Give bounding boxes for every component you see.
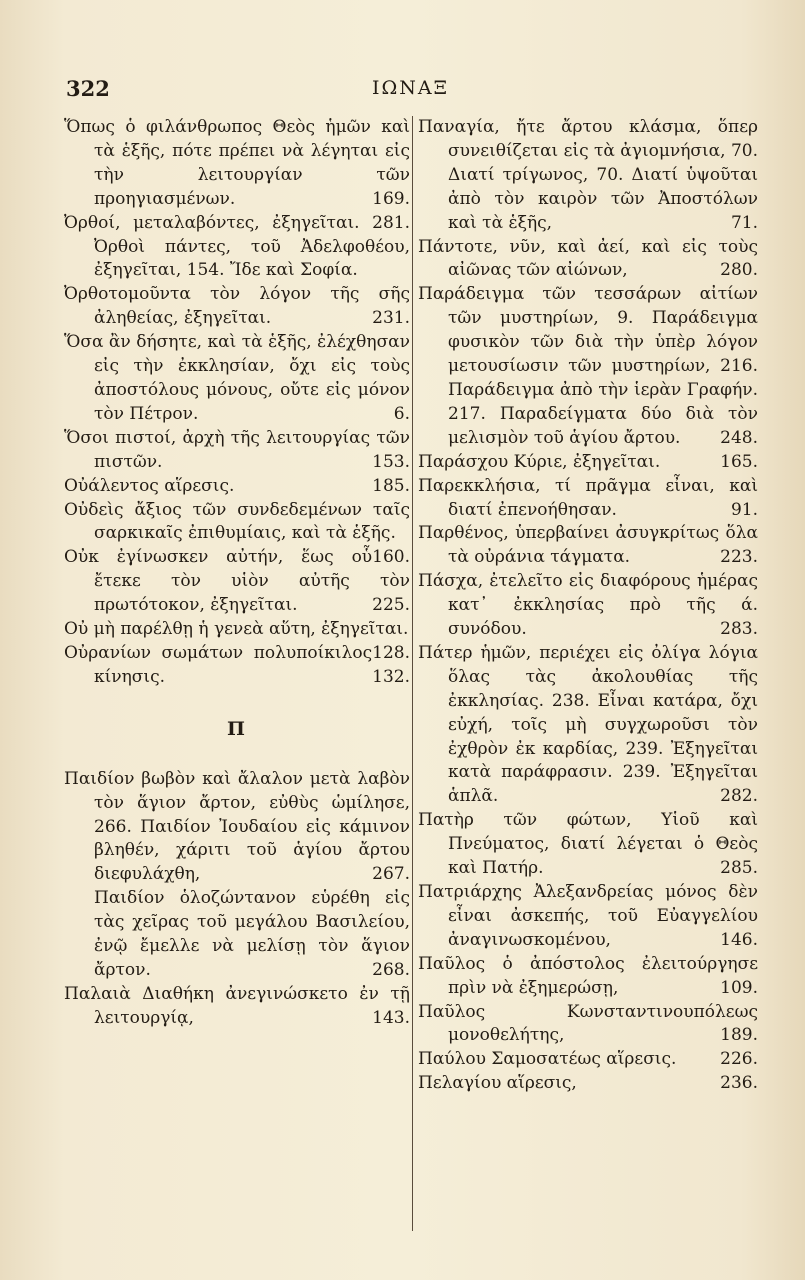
- right-entries-list: [418, 116, 758, 1096]
- entry-text: Παρεκκλήσια, τί πρᾶγμα εἶναι, καὶ διατί ἐπενοήθησαν.: [418, 475, 758, 520]
- entry-text: Ὀρθοτομοῦντα τὸν λόγον τῆς σῆς ἀληθείας, ἐξηγεῖται.: [64, 284, 410, 329]
- entry-text: Ὅσοι πιστοί, ἀρχὴ τῆς λειτουργίας τῶν πιστῶν.: [64, 427, 410, 472]
- index-entry: [418, 283, 758, 450]
- entry-page: 160.: [372, 547, 410, 568]
- entry-page: 282.: [720, 786, 758, 807]
- entry-page: 169.: [372, 188, 410, 209]
- entry-page: 132.: [372, 666, 410, 687]
- index-entry: [418, 475, 758, 523]
- entry-page: 280.: [720, 260, 758, 281]
- index-entry: [418, 1001, 758, 1049]
- entry-page: 146.: [720, 929, 758, 950]
- entry-text: Παναγία, ἤτε ἄρτου κλάσμα, ὅπερ συνειθίζεται εἰς τὰ ἀγιομνήσια, 70. Διατί τρίγωνος, 70. Διατί ὑψοῦται ἀπὸ τὸν καιρὸν τῶν Ἀποστόλων καὶ τὰ ἑξῆς,: [418, 117, 759, 233]
- entry-page: 143.: [372, 1007, 410, 1028]
- entry-text: Οὐκ ἐγίνωσκεν αὐτήν, ἕως οὗ ἔτεκε τὸν υἱὸν αὐτῆς τὸν πρωτότοκον, ἐξηγεῖται.: [64, 547, 410, 616]
- entry-page: 109.: [720, 977, 758, 998]
- index-entry: [418, 236, 758, 284]
- entry-text: Παιδίον βωβὸν καὶ ἄλαλον μετὰ λαβὸν τὸν ἅγιον ἄρτον, εὐθὺς ὡμίλησε, 266. Παιδίον Ἰουδαίου εἰς κάμινον βληθέν, χάριτι τοῦ ἁγίου ἄρτου διεφυλάχθη,: [64, 768, 410, 885]
- index-entry: [418, 570, 758, 642]
- entry-text: Οὐ μὴ παρέλθῃ ἡ γενεὰ αὕτη, ἐξηγεῖται.: [64, 619, 409, 640]
- section-letter-pi: Π: [227, 717, 247, 740]
- entry-text: Οὐρανίων σωμάτων πολυποίκιλος κίνησις.: [64, 642, 373, 687]
- index-entry: [418, 881, 758, 953]
- entry-text: Παῦλος Κωνσταντινουπόλεως μονοθελήτης,: [418, 1001, 758, 1046]
- index-entry: [418, 809, 758, 881]
- entry-text: Πελαγίου αἵρεσις,: [418, 1073, 577, 1094]
- index-entry: [64, 499, 410, 568]
- entry-text: Πάσχα, ἐτελεῖτο εἰς διαφόρους ἡμέρας κατ᾽ ἐκκλησίας πρὸ τῆς ά. συνόδου.: [418, 571, 758, 640]
- index-entry: [64, 427, 410, 475]
- entry-text: Παλαιὰ Διαθήκη ἀνεγινώσκετο ἐν τῇ λειτουργίᾳ,: [64, 983, 410, 1028]
- entry-text: Ὅσα ἂν δήσητε, καὶ τὰ ἑξῆς, ἐλέχθησαν εἰς τὴν ἐκκλησίαν, ὄχι εἰς τοὺς ἀποστόλους μόνους, οὔτε εἰς μόνον τὸν Πέτρον.: [64, 332, 410, 424]
- column-divider: [412, 116, 413, 1231]
- index-entry: [64, 983, 410, 1031]
- entry-page: 153.: [372, 451, 410, 472]
- entry-page: 225.: [372, 595, 410, 616]
- index-entry: [64, 768, 410, 888]
- entry-page: 248.: [720, 427, 758, 448]
- index-entry: [418, 451, 758, 475]
- entry-text: Παύλου Σαμοσατέως αἵρεσις.: [418, 1049, 677, 1070]
- entry-page: 128.: [372, 642, 410, 663]
- index-entry: [418, 953, 758, 1001]
- index-entry: [64, 331, 410, 427]
- index-entry: [64, 546, 410, 618]
- right-column: [418, 116, 758, 1096]
- index-entry: [64, 475, 410, 499]
- entry-text: Οὐδεὶς ἄξιος τῶν συνδεδεμένων ταῖς σαρκικαῖς ἐπιθυμίαις, καὶ τὰ ἑξῆς.: [64, 499, 410, 544]
- page-header: [66, 76, 766, 106]
- entry-text: Παράσχου Κύριε, ἐξηγεῖται.: [418, 451, 661, 472]
- entry-text: Πάντοτε, νῦν, καὶ ἀεί, καὶ εἰς τοὺς αἰῶνας τῶν αἰώνων,: [418, 236, 758, 281]
- entry-page: 223.: [720, 547, 758, 568]
- left-entries-list: [64, 116, 410, 690]
- entry-text: Ὅπως ὁ φιλάνθρωπος Θεὸς ἡμῶν καὶ τὰ ἑξῆς, πότε πρέπει νὰ λέγηται εἰς τὴν λειτουργίαν τῶν προηγιασμένων.: [64, 117, 410, 209]
- index-entry: [64, 283, 410, 331]
- entry-page: 226.: [720, 1049, 758, 1070]
- index-entry: [64, 642, 410, 690]
- index-entry: [418, 522, 758, 570]
- entry-page: 91.: [730, 499, 758, 520]
- entry-page: 283.: [720, 619, 758, 640]
- entry-page: 6.: [393, 403, 410, 424]
- index-entry: [418, 642, 758, 809]
- entry-page: 267.: [372, 864, 410, 885]
- running-head: ΙΩΝΑΞ: [372, 77, 449, 99]
- entry-page: 268.: [372, 960, 410, 980]
- entry-page: 165.: [720, 451, 758, 472]
- index-entry: [64, 618, 410, 663]
- index-entry: [418, 116, 758, 236]
- index-subentry: [64, 887, 410, 983]
- entry-text: Παῦλος ὁ ἀπόστολος ἐλειτούργησε πρὶν νὰ ἐξημερώσῃ,: [418, 953, 758, 998]
- entry-page: 189.: [720, 1025, 758, 1046]
- entry-page: 185.: [372, 475, 410, 496]
- entry-text: Ὀρθοί, μεταλαβόντες, ἐξηγεῖται. 281. Ὀρθοὶ πάντες, τοῦ Ἀδελφοθέου, ἐξηγεῖται, 154. Ἴδε καὶ Σοφία.: [64, 212, 410, 281]
- entry-text: Παράδειγμα τῶν τεσσάρων αἰτίων τῶν μυστηρίων, 9. Παράδειγμα φυσικὸν τῶν διὰ τὴν ὑπὲρ λόγον μετουσίωσιν τῶν μυστηρίων, 216. Παράδειγμα ἀπὸ τὴν ἱερὰν Γραφήν. 217. Παραδείγματα δύο διὰ τὸν μελισμὸν τοῦ ἁγίου ἄρτου.: [418, 284, 758, 448]
- left-column: [64, 116, 410, 1031]
- entry-page: 236.: [720, 1073, 758, 1094]
- entry-page: 231.: [372, 308, 410, 329]
- entry-text: Πάτερ ἡμῶν, περιέχει εἰς ὀλίγα λόγια ὅλας τὰς ἀκολουθίας τῆς ἐκκλησίας. 238. Εἶναι κατάρα, ὄχι εὐχή, τοῖς μὴ συγχωροῦσι τὸν ἐχθρὸν ἐκ καρδίας, 239. Ἐξηγεῖται κατὰ παράφρασιν. 239. Ἐξηγεῖται ἁπλᾶ.: [418, 642, 758, 807]
- entry-text: Παρθένος, ὑπερβαίνει ἀσυγκρίτως ὅλα τὰ οὐράνια τάγματα.: [418, 523, 758, 568]
- entry-text: Πατὴρ τῶν φώτων, Υἱοῦ καὶ Πνεύματος, διατί λέγεται ὁ Θεὸς καὶ Πατήρ.: [418, 810, 758, 879]
- entry-text: Πατριάρχης Ἀλεξανδρείας μόνος δὲν εἶναι ἀσκεπής, τοῦ Εὐαγγελίου ἀναγινωσκομένου,: [418, 882, 758, 950]
- entry-text: Οὐάλεντος αἵρεσις.: [64, 475, 235, 496]
- page-number: 322: [66, 76, 110, 101]
- index-entry: [418, 1048, 758, 1072]
- entry-text: Παιδίον ὁλοζώντανον εὑρέθη εἰς τὰς χεῖρας τοῦ μεγάλου Βασιλείου, ἐνῷ ἔμελλε νὰ μελίσῃ τὸν ἅγιον ἄρτον.: [94, 888, 410, 980]
- entry-page: 285.: [720, 858, 758, 879]
- index-entry: [418, 1072, 758, 1096]
- index-entry: [64, 116, 410, 212]
- index-entry: [64, 212, 410, 284]
- entry-page: 71.: [730, 212, 758, 233]
